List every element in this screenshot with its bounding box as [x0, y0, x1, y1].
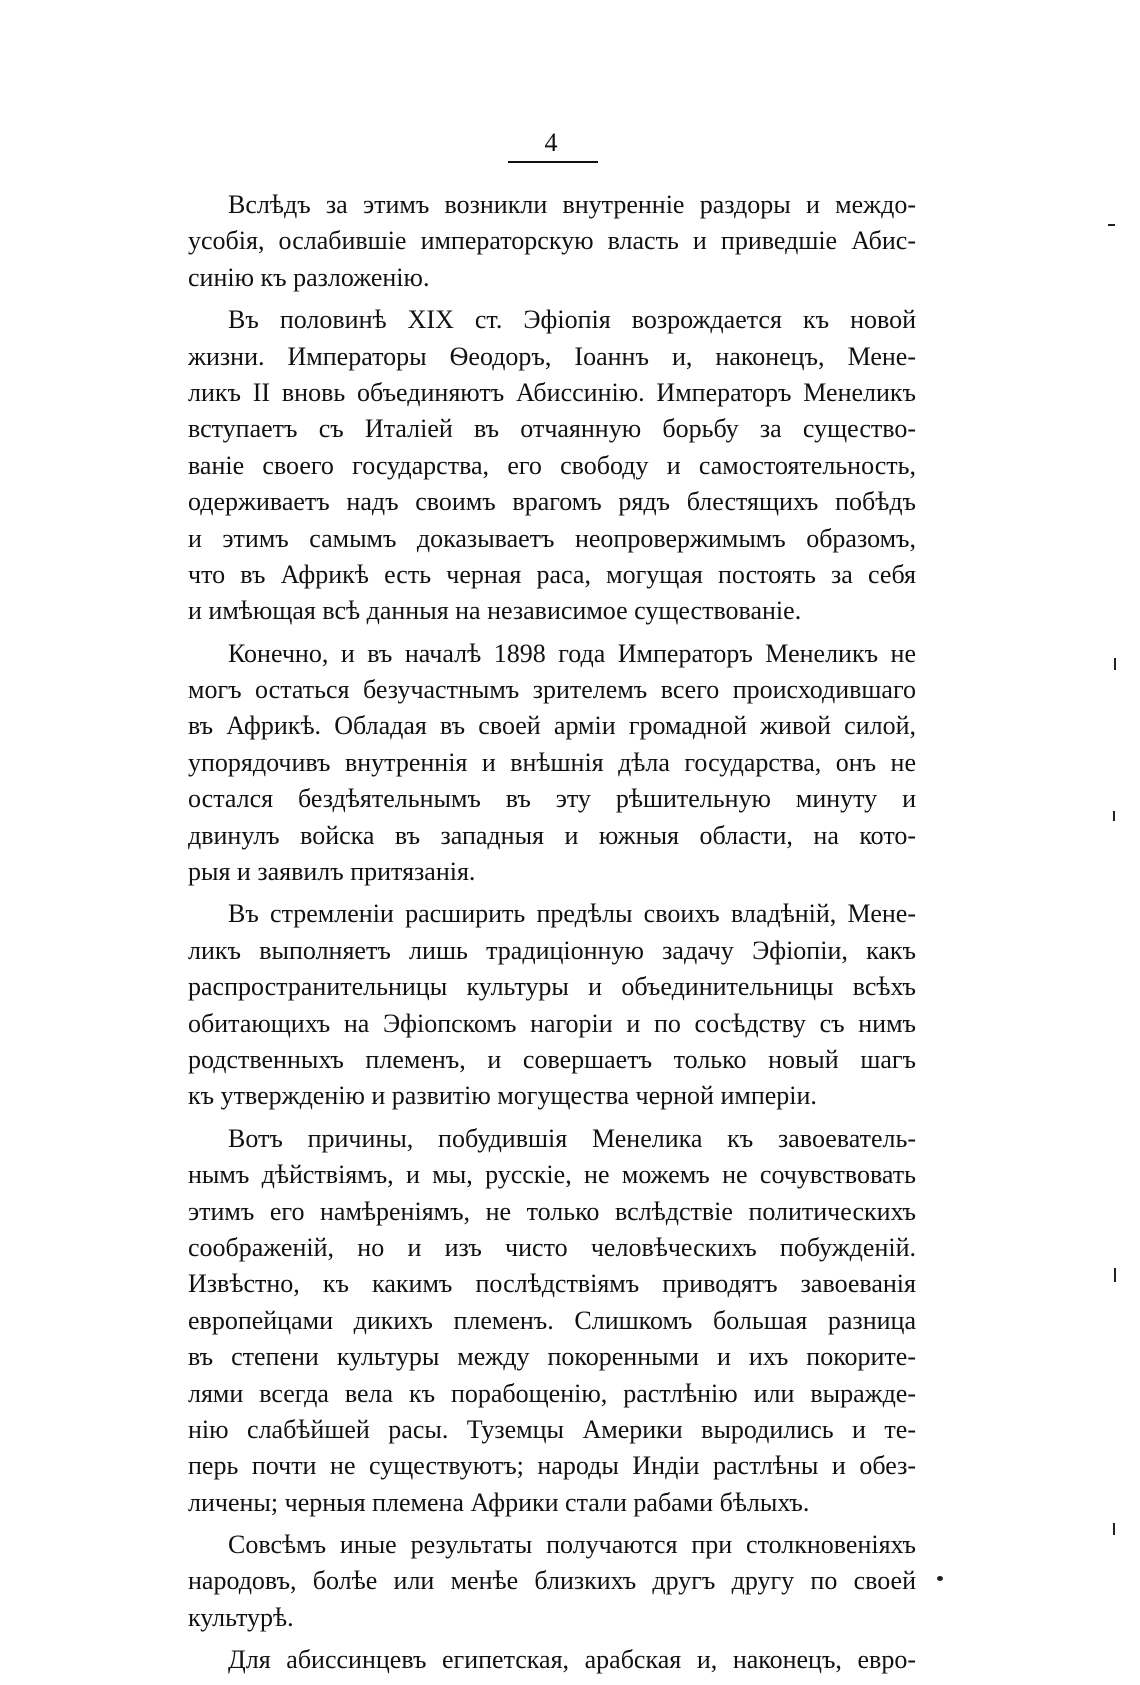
text-line: жизни. Императоры Ѳеодоръ, Іоаннъ и, наконецъ, Мене- — [188, 341, 916, 371]
text-line: народовъ, болѣе или менѣе близкихъ другъ другу по своей — [188, 1566, 916, 1596]
text-line: двинулъ войска въ западныя и южныя области, на кото- — [188, 820, 916, 850]
scan-speck — [937, 1576, 943, 1581]
text-line: ваніе своего государства, его свободу и самостоятельность, — [188, 450, 916, 480]
text-line: къ утвержденію и развитію могущества черной имперіи. — [188, 1081, 817, 1111]
text-line: Вслѣдъ за этимъ возникли внутренніе раздоры и междо- — [228, 190, 916, 219]
text-line: синію къ разложенію. — [188, 262, 430, 292]
text-line: распространительницы культуры и объединительницы всѣхъ — [188, 972, 916, 1002]
text-line: рыя и заявилъ притязанія. — [188, 857, 476, 887]
text-line: въ степени культуры между покоренными и ихъ покорите- — [188, 1342, 916, 1372]
text-line: обитающихъ на Эфіопскомъ нагоріи и по сосѣдству съ нимъ — [188, 1008, 916, 1038]
paragraph-5 — [188, 1121, 916, 1521]
scan-speck — [1113, 1523, 1115, 1535]
text-line: и имѣющая всѣ данныя на независимое существованіе. — [188, 596, 802, 626]
text-line: нію слабѣйшей расы. Туземцы Америки выродились и те- — [188, 1414, 916, 1444]
page-number: 4 — [544, 128, 558, 157]
text-line: упорядочивъ внутреннія и внѣшнія дѣла государства, онъ не — [188, 747, 916, 777]
paragraph-6 — [188, 1527, 916, 1636]
page-number-rule — [508, 161, 598, 163]
text-line: что въ Африкѣ есть черная раса, могущая постоять за себя — [188, 559, 916, 589]
text-line: ликъ II вновь объединяютъ Абиссинію. Императоръ Менеликъ — [188, 377, 916, 407]
text-line: культурѣ. — [188, 1602, 294, 1632]
text-line: ликъ выполняетъ лишь традиціонную задачу Эфіопіи, какъ — [188, 935, 916, 965]
text-line: Для абиссинцевъ египетская, арабская и, наконецъ, евро- — [228, 1645, 916, 1675]
text-line: нымъ дѣйствіямъ, и мы, русскіе, не можемъ не сочувствовать — [188, 1160, 916, 1190]
scan-speck — [1108, 224, 1115, 226]
text-line: въ Африкѣ. Обладая въ своей арміи громадной живой силой, — [188, 711, 916, 741]
text-line: и этимъ самымъ доказываетъ неопровержимымъ образомъ, — [188, 523, 916, 553]
paragraph-1 — [188, 187, 916, 296]
paragraph-4 — [188, 896, 916, 1114]
paragraph-2 — [188, 302, 916, 630]
text-line: усобія, ослабившіе императорскую власть и приведшіе Абис- — [188, 226, 916, 256]
text-line: могъ остаться безучастнымъ зрителемъ всего происходившаго — [188, 675, 916, 705]
text-line: Конечно, и въ началѣ 1898 года Императоръ Менеликъ не — [228, 638, 916, 668]
text-line: Въ стремленіи расширить предѣлы своихъ владѣній, Мене- — [228, 899, 916, 929]
body-text — [188, 187, 916, 1685]
text-line: Извѣстно, къ какимъ послѣдствіямъ приводятъ завоеванія — [188, 1269, 916, 1299]
text-line: личены; черныя племена Африки стали рабами бѣлыхъ. — [188, 1487, 810, 1517]
text-line: остался бездѣятельнымъ въ эту рѣшительную минуту и — [188, 784, 916, 814]
text-line: Вотъ причины, побудившія Менелика къ завоеватель- — [228, 1123, 916, 1153]
text-line: перь почти не существуютъ; народы Индіи растлѣны и обез- — [188, 1451, 916, 1481]
scan-speck — [1114, 1268, 1116, 1282]
paragraph-3 — [188, 636, 916, 891]
text-line: вступаетъ съ Италіей въ отчаянную борьбу за существо- — [188, 414, 916, 444]
text-line: соображеній, но и изъ чисто человѣческихъ побужденій. — [188, 1232, 916, 1262]
text-line: одерживаетъ надъ своимъ врагомъ рядъ блестящихъ побѣдъ — [188, 487, 916, 517]
text-line: европейцами дикихъ племенъ. Слишкомъ большая разница — [188, 1305, 916, 1335]
text-line: этимъ его намѣреніямъ, не только вслѣдствіе политическихъ — [188, 1196, 916, 1226]
scan-speck — [1113, 811, 1115, 821]
text-line: лями всегда вела къ порабощенію, растлѣнію или выражде- — [188, 1378, 916, 1408]
text-line: родственныхъ племенъ, и совершаетъ только новый шагъ — [188, 1044, 916, 1074]
paragraph-7 — [188, 1642, 916, 1678]
text-line: Въ половинѣ XIX ст. Эфіопія возрождается къ новой — [228, 305, 916, 335]
text-line: Совсѣмъ иные результаты получаются при столкновеніяхъ — [228, 1530, 916, 1560]
scan-speck — [1114, 658, 1116, 670]
